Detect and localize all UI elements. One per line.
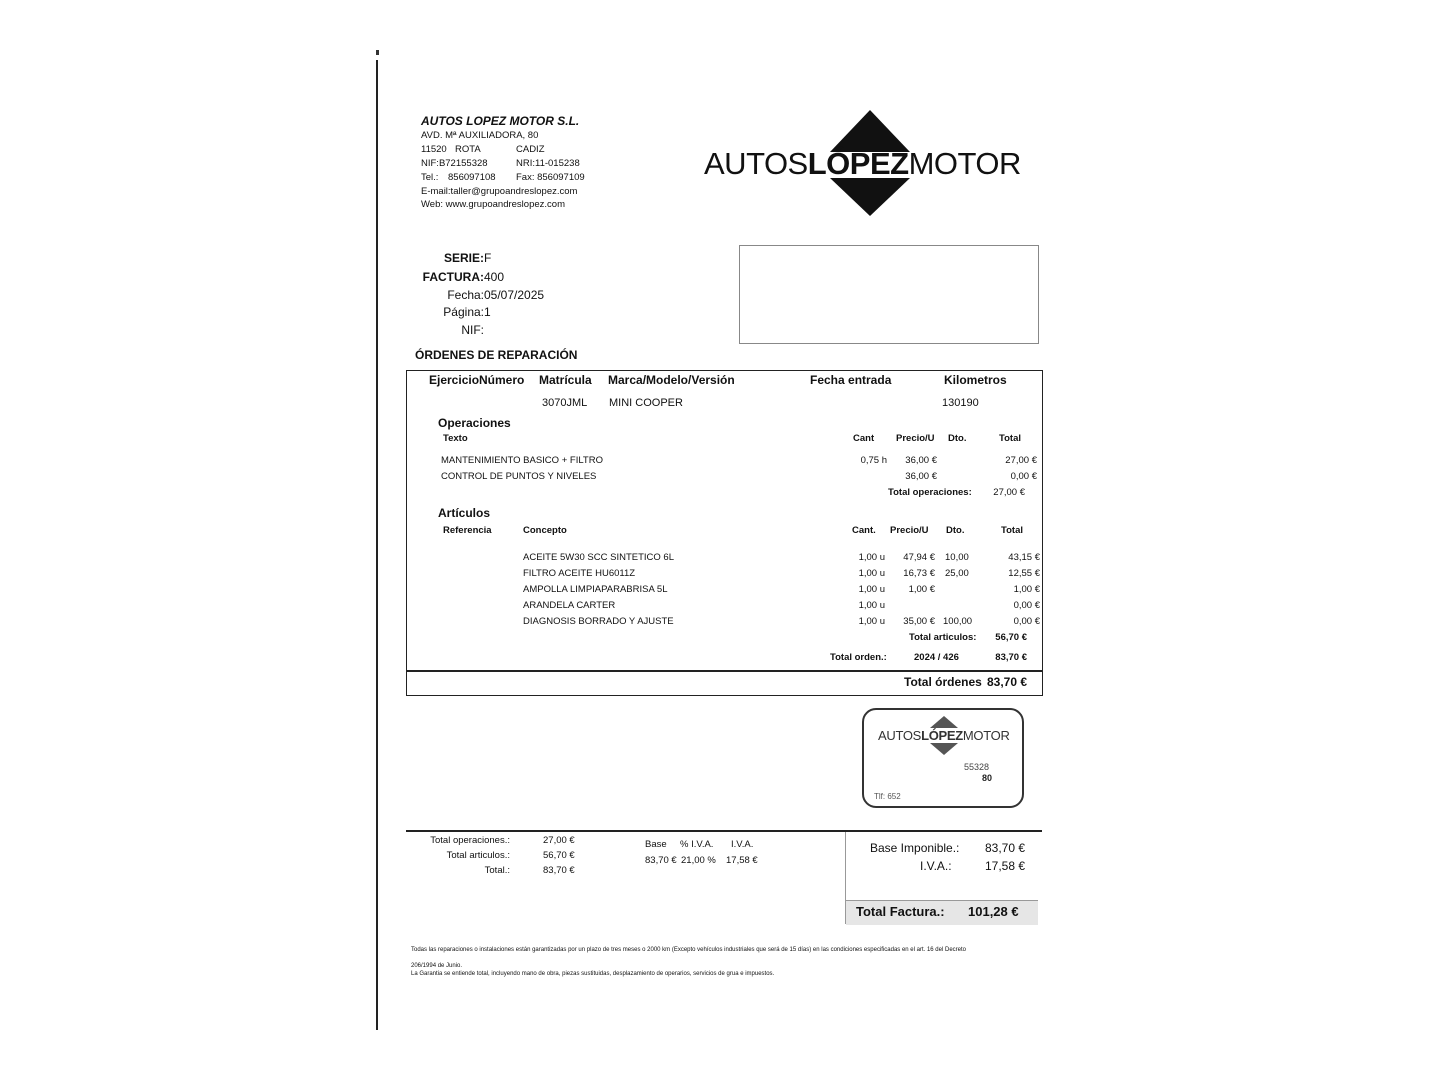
col-ejercicio: Ejercicio — [429, 373, 480, 387]
operations-title: Operaciones — [438, 416, 511, 430]
op-row-precio: 36,00 € — [905, 471, 937, 482]
col-marca: Marca/Modelo/Versión — [608, 373, 735, 387]
vat-col-iva: I.V.A. — [731, 839, 754, 850]
legal-warranty-text: Todas las reparaciones o instalaciones están garantizadas por un plazo de tres meses o 2000 km (Excepto vehículos industriales que será de 15 días) en las condiciones especificadas en el art. 16 del Decreto — [411, 947, 966, 953]
sum-ops-label: Total operaciones.: — [430, 835, 510, 846]
legal-coverage-text: La Garantia se entiende total, incluyendo mano de obra, piezas sustituidas, desplazamiento de operarios, servicios de grua e impuestos. — [411, 971, 775, 977]
art-total-value: 56,70 € — [995, 632, 1027, 643]
total-factura-value: 101,28 € — [968, 904, 1019, 919]
company-nif: NIF:B72155328 — [421, 158, 488, 169]
company-tel-label: Tel.: — [421, 172, 439, 183]
art-row-concepto: AMPOLLA LIMPIAPARABRISA 5L — [523, 584, 668, 595]
art-total-label: Total articulos: — [909, 632, 977, 643]
factura-label: FACTURA: — [422, 270, 484, 284]
stamp-part-motor: MOTOR — [962, 728, 1010, 743]
stamp-line1: 55328 — [964, 762, 990, 772]
art-row-concepto: ARANDELA CARTER — [523, 600, 616, 611]
iva-value: 17,58 € — [985, 859, 1026, 873]
fecha-value: 05/07/2025 — [484, 288, 545, 302]
base-imponible-label: Base Imponible.: — [870, 841, 960, 855]
order-kilometros: 130190 — [942, 397, 979, 409]
art-row-concepto: DIAGNOSIS BORRADO Y AJUSTE — [523, 616, 674, 627]
order-ref: 2024 / 426 — [914, 652, 959, 663]
company-name: AUTOS LOPEZ MOTOR S.L. — [421, 114, 580, 128]
col-kilometros: Kilometros — [944, 373, 1007, 387]
margin-mark — [376, 50, 379, 55]
serie-label: SERIE: — [443, 251, 484, 265]
orders-title: ÓRDENES DE REPARACIÓN — [415, 348, 578, 362]
company-web: Web: www.grupoandreslopez.com — [421, 199, 565, 210]
sum-ops-value: 27,00 € — [543, 835, 575, 846]
company-nri: NRI:11-015238 — [516, 158, 580, 169]
art-row-cant: 1,00 u — [858, 616, 885, 627]
order-total-value: 83,70 € — [995, 652, 1027, 663]
art-row-dto: 10,00 — [945, 552, 969, 563]
op-row-total: 0,00 € — [1010, 471, 1037, 482]
op-row-texto: CONTROL DE PUNTOS Y NIVELES — [441, 471, 597, 482]
total-factura-label: Total Factura.: — [856, 904, 945, 919]
articles-title: Artículos — [438, 506, 491, 520]
logo-part-autos: AUTOS — [704, 146, 808, 181]
stamp-line2: 80 — [982, 773, 993, 783]
art-row-dto: 25,00 — [945, 568, 969, 579]
art-col-dto: Dto. — [946, 525, 965, 536]
company-city: ROTA — [455, 144, 481, 155]
vat-pct-value: 21,00 % — [681, 855, 716, 866]
art-row-total: 0,00 € — [1013, 600, 1040, 611]
op-col-cant: Cant — [853, 433, 875, 444]
art-row-precio: 1,00 € — [908, 584, 935, 595]
art-col-precio: Precio/U — [890, 525, 929, 536]
company-fax: Fax: 856097109 — [516, 172, 585, 183]
company-address: AVD. Mª AUXILIADORA, 80 — [421, 130, 539, 141]
art-row-precio: 47,94 € — [903, 552, 935, 563]
art-row-total: 0,00 € — [1013, 616, 1040, 627]
pagina-label: Página: — [443, 305, 484, 319]
logo-part-lopez: LÓPEZ — [807, 146, 909, 181]
art-row-precio: 16,73 € — [903, 568, 935, 579]
base-imponible-value: 83,70 € — [985, 841, 1026, 855]
op-col-texto: Texto — [443, 433, 468, 444]
page-edge-line — [376, 60, 378, 1030]
art-row-cant: 1,00 u — [858, 568, 885, 579]
sum-art-label: Total articulos.: — [446, 850, 510, 861]
art-row-cant: 1,00 u — [858, 600, 885, 611]
orders-total-divider — [406, 670, 1043, 672]
art-row-concepto: FILTRO ACEITE HU6011Z — [523, 568, 636, 579]
vat-iva-value: 17,58 € — [726, 855, 758, 866]
logo-part-motor: MOTOR — [908, 146, 1021, 181]
col-fecha-entrada: Fecha entrada — [810, 373, 892, 387]
art-row-cant: 1,00 u — [858, 552, 885, 563]
company-province: CADIZ — [516, 144, 545, 155]
order-total-label: Total orden.: — [830, 652, 887, 663]
art-row-concepto: ACEITE 5W30 SCC SINTETICO 6L — [523, 552, 674, 563]
stamp-part-lopez: LÓPEZ — [921, 728, 963, 743]
vat-col-pct: % I.V.A. — [680, 839, 714, 850]
company-email: E-mail:taller@grupoandreslopez.com — [421, 186, 578, 197]
col-numero: Número — [479, 373, 525, 387]
company-tel: 856097108 — [448, 172, 496, 183]
op-row-texto: MANTENIMIENTO BASICO + FILTRO — [441, 455, 603, 466]
op-col-dto: Dto. — [948, 433, 967, 444]
op-col-total: Total — [999, 433, 1021, 444]
art-row-total: 43,15 € — [1008, 552, 1040, 563]
art-col-concepto: Concepto — [523, 525, 567, 536]
company-logo — [700, 108, 1040, 220]
order-marca: MINI COOPER — [609, 397, 683, 409]
order-matricula: 3070JML — [542, 397, 588, 409]
logo-wordmark — [704, 146, 1021, 182]
sum-tot-label: Total.: — [484, 865, 510, 876]
company-postal-code: 11520 — [421, 144, 447, 155]
op-row-precio: 36,00 € — [905, 455, 937, 466]
serie-value: F — [484, 251, 492, 265]
art-col-total: Total — [1001, 525, 1023, 536]
orders-total-value: 83,70 € — [987, 675, 1028, 689]
fecha-label: Fecha: — [447, 288, 484, 302]
sum-art-value: 56,70 € — [543, 850, 575, 861]
sum-tot-value: 83,70 € — [543, 865, 575, 876]
vat-col-base: Base — [645, 839, 667, 850]
op-col-precio: Precio/U — [896, 433, 935, 444]
stamp-line3: Tlf: 652 — [874, 792, 901, 801]
art-row-precio: 35,00 € — [903, 616, 935, 627]
art-col-referencia: Referencia — [443, 525, 492, 536]
stamp-part-autos: AUTOS — [878, 728, 922, 743]
art-row-total: 12,55 € — [1008, 568, 1040, 579]
op-row-total: 27,00 € — [1005, 455, 1037, 466]
op-total-value: 27,00 € — [993, 487, 1025, 498]
op-row-cant: 0,75 h — [860, 455, 887, 466]
orders-total-label: Total órdenes — [904, 675, 982, 689]
legal-decree-text: 206/1994 de Junio. — [411, 963, 463, 969]
pagina-value: 1 — [484, 305, 491, 319]
company-stamp — [862, 708, 1024, 808]
client-address-box — [739, 245, 1039, 344]
art-row-total: 1,00 € — [1013, 584, 1040, 595]
col-matricula: Matrícula — [539, 373, 592, 387]
art-row-dto: 100,00 — [943, 616, 973, 627]
stamp-wordmark — [878, 728, 1010, 743]
vat-base-value: 83,70 € — [645, 855, 677, 866]
factura-value: 400 — [484, 270, 505, 284]
art-col-cant: Cant. — [852, 525, 876, 536]
op-total-label: Total operaciones: — [888, 487, 972, 498]
iva-label: I.V.A.: — [920, 859, 952, 873]
nif-label: NIF: — [461, 323, 484, 337]
art-row-cant: 1,00 u — [858, 584, 885, 595]
